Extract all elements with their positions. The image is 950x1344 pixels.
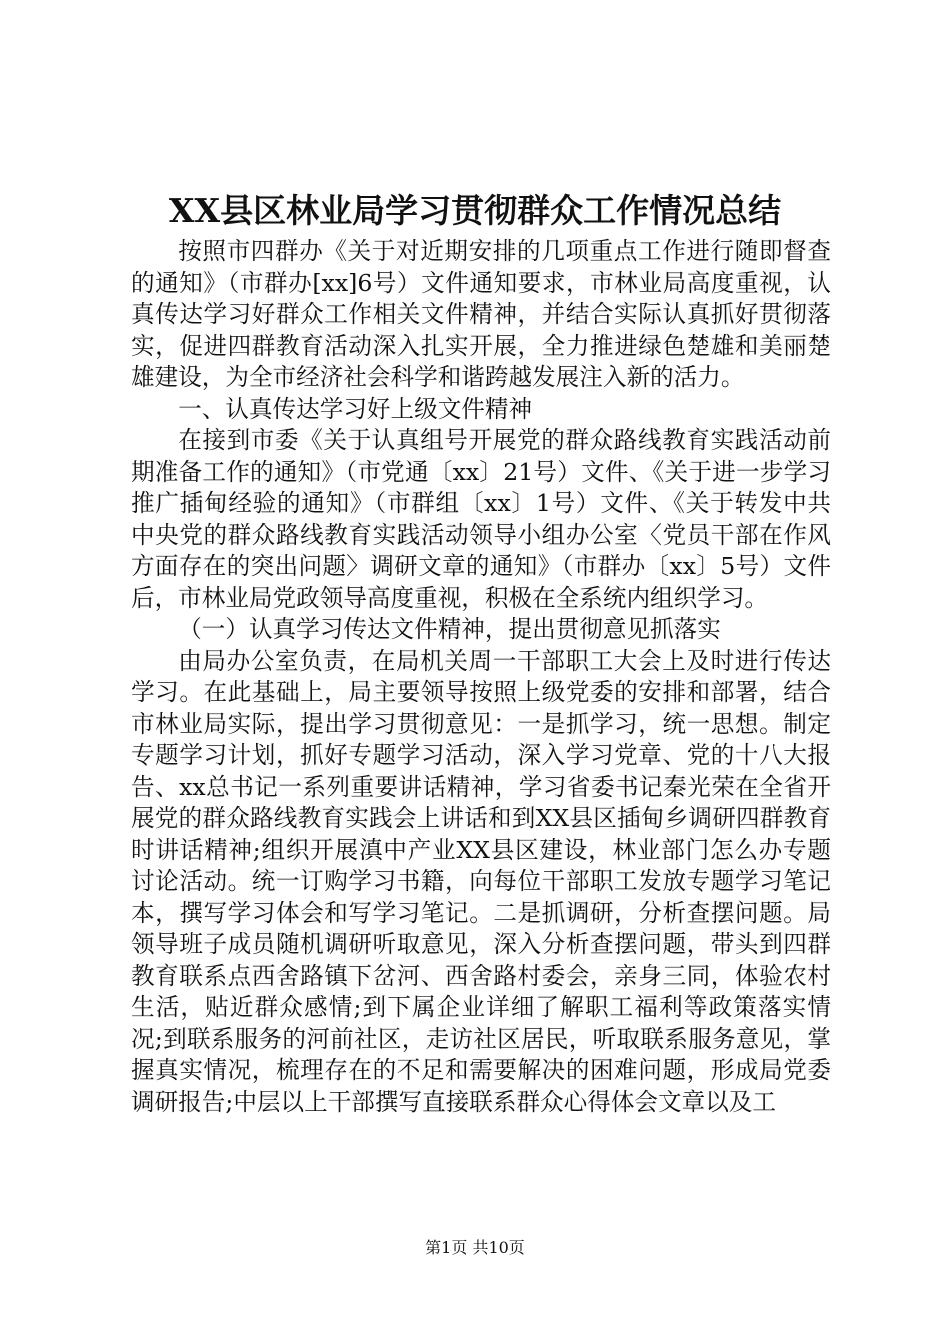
- page-footer: 第1页 共10页: [425, 1238, 525, 1257]
- intro-paragraph: 按照市四群办《关于对近期安排的几项重点工作进行随即督查的通知》（市群办[xx]6号）文件通知要求，市林业局高度重视，认真传达学习好群众工作相关文件精神，并结合实际认真抓好贯彻落实，促进四群教育活动深入扎实开展，全力推进绿色楚雄和美丽楚雄建设，为全市经济社会科学和谐跨越发展注入新的活力。: [131, 237, 831, 391]
- body-paragraph: 在接到市委《关于认真组号开展党的群众路线教育实践活动前期准备工作的通知》（市党通〔xx〕21号）文件、《关于进一步学习推广插甸经验的通知》（市群组〔xx〕1号）文件、《关于转发中共中央党的群众路线教育实践活动领导小组办公室〈党员干部在作风方面存在的突出问题〉调研文章的通知》（市群办〔xx〕5号）文件后，市林业局党政领导高度重视，积极在全系统内组织学习。: [131, 426, 831, 612]
- body-paragraph: 由局办公室负责，在局机关周一干部职工大会上及时进行传达学习。在此基础上，局主要领导按照上级党委的安排和部署，结合市林业局实际，提出学习贯彻意见：一是抓学习，统一思想。制定专题学习计划，抓好专题学习活动，深入学习党章、党的十八大报告、xx总书记一系列重要讲话精神，学习省委书记秦光荣在全省开展党的群众路线教育实践会上讲话和到XX县区插甸乡调研四群教育时讲话精神;组织开展滇中产业XX县区建设，林业部门怎么办专题讨论活动。统一订购学习书籍，向每位干部职工发放专题学习笔记本，撰写学习体会和写学习笔记。二是抓调研，分析查摆问题。局领导班子成员随机调研听取意见，深入分析查摆问题，带头到四群教育联系点西舍路镇下岔河、西舍路村委会，亲身三同，体验农村生活，贴近群众感情;到下属企业详细了解职工福利等政策落实情况;到联系服务的河前社区，走访社区居民，听取联系服务意见，掌握真实情况，梳理存在的不足和需要解决的困难问题，形成局党委调研报告;中层以上干部撰写直接联系群众心得体会文章以及工: [131, 646, 831, 1116]
- subsection-heading-1: （一）认真学习传达文件精神，提出贯彻意见抓落实: [178, 615, 721, 643]
- document-body: [131, 236, 831, 1118]
- document-title: XX县区林业局学习贯彻群众工作情况总结: [168, 191, 782, 230]
- section-heading-1: 一、认真传达学习好上级文件精神: [178, 394, 533, 423]
